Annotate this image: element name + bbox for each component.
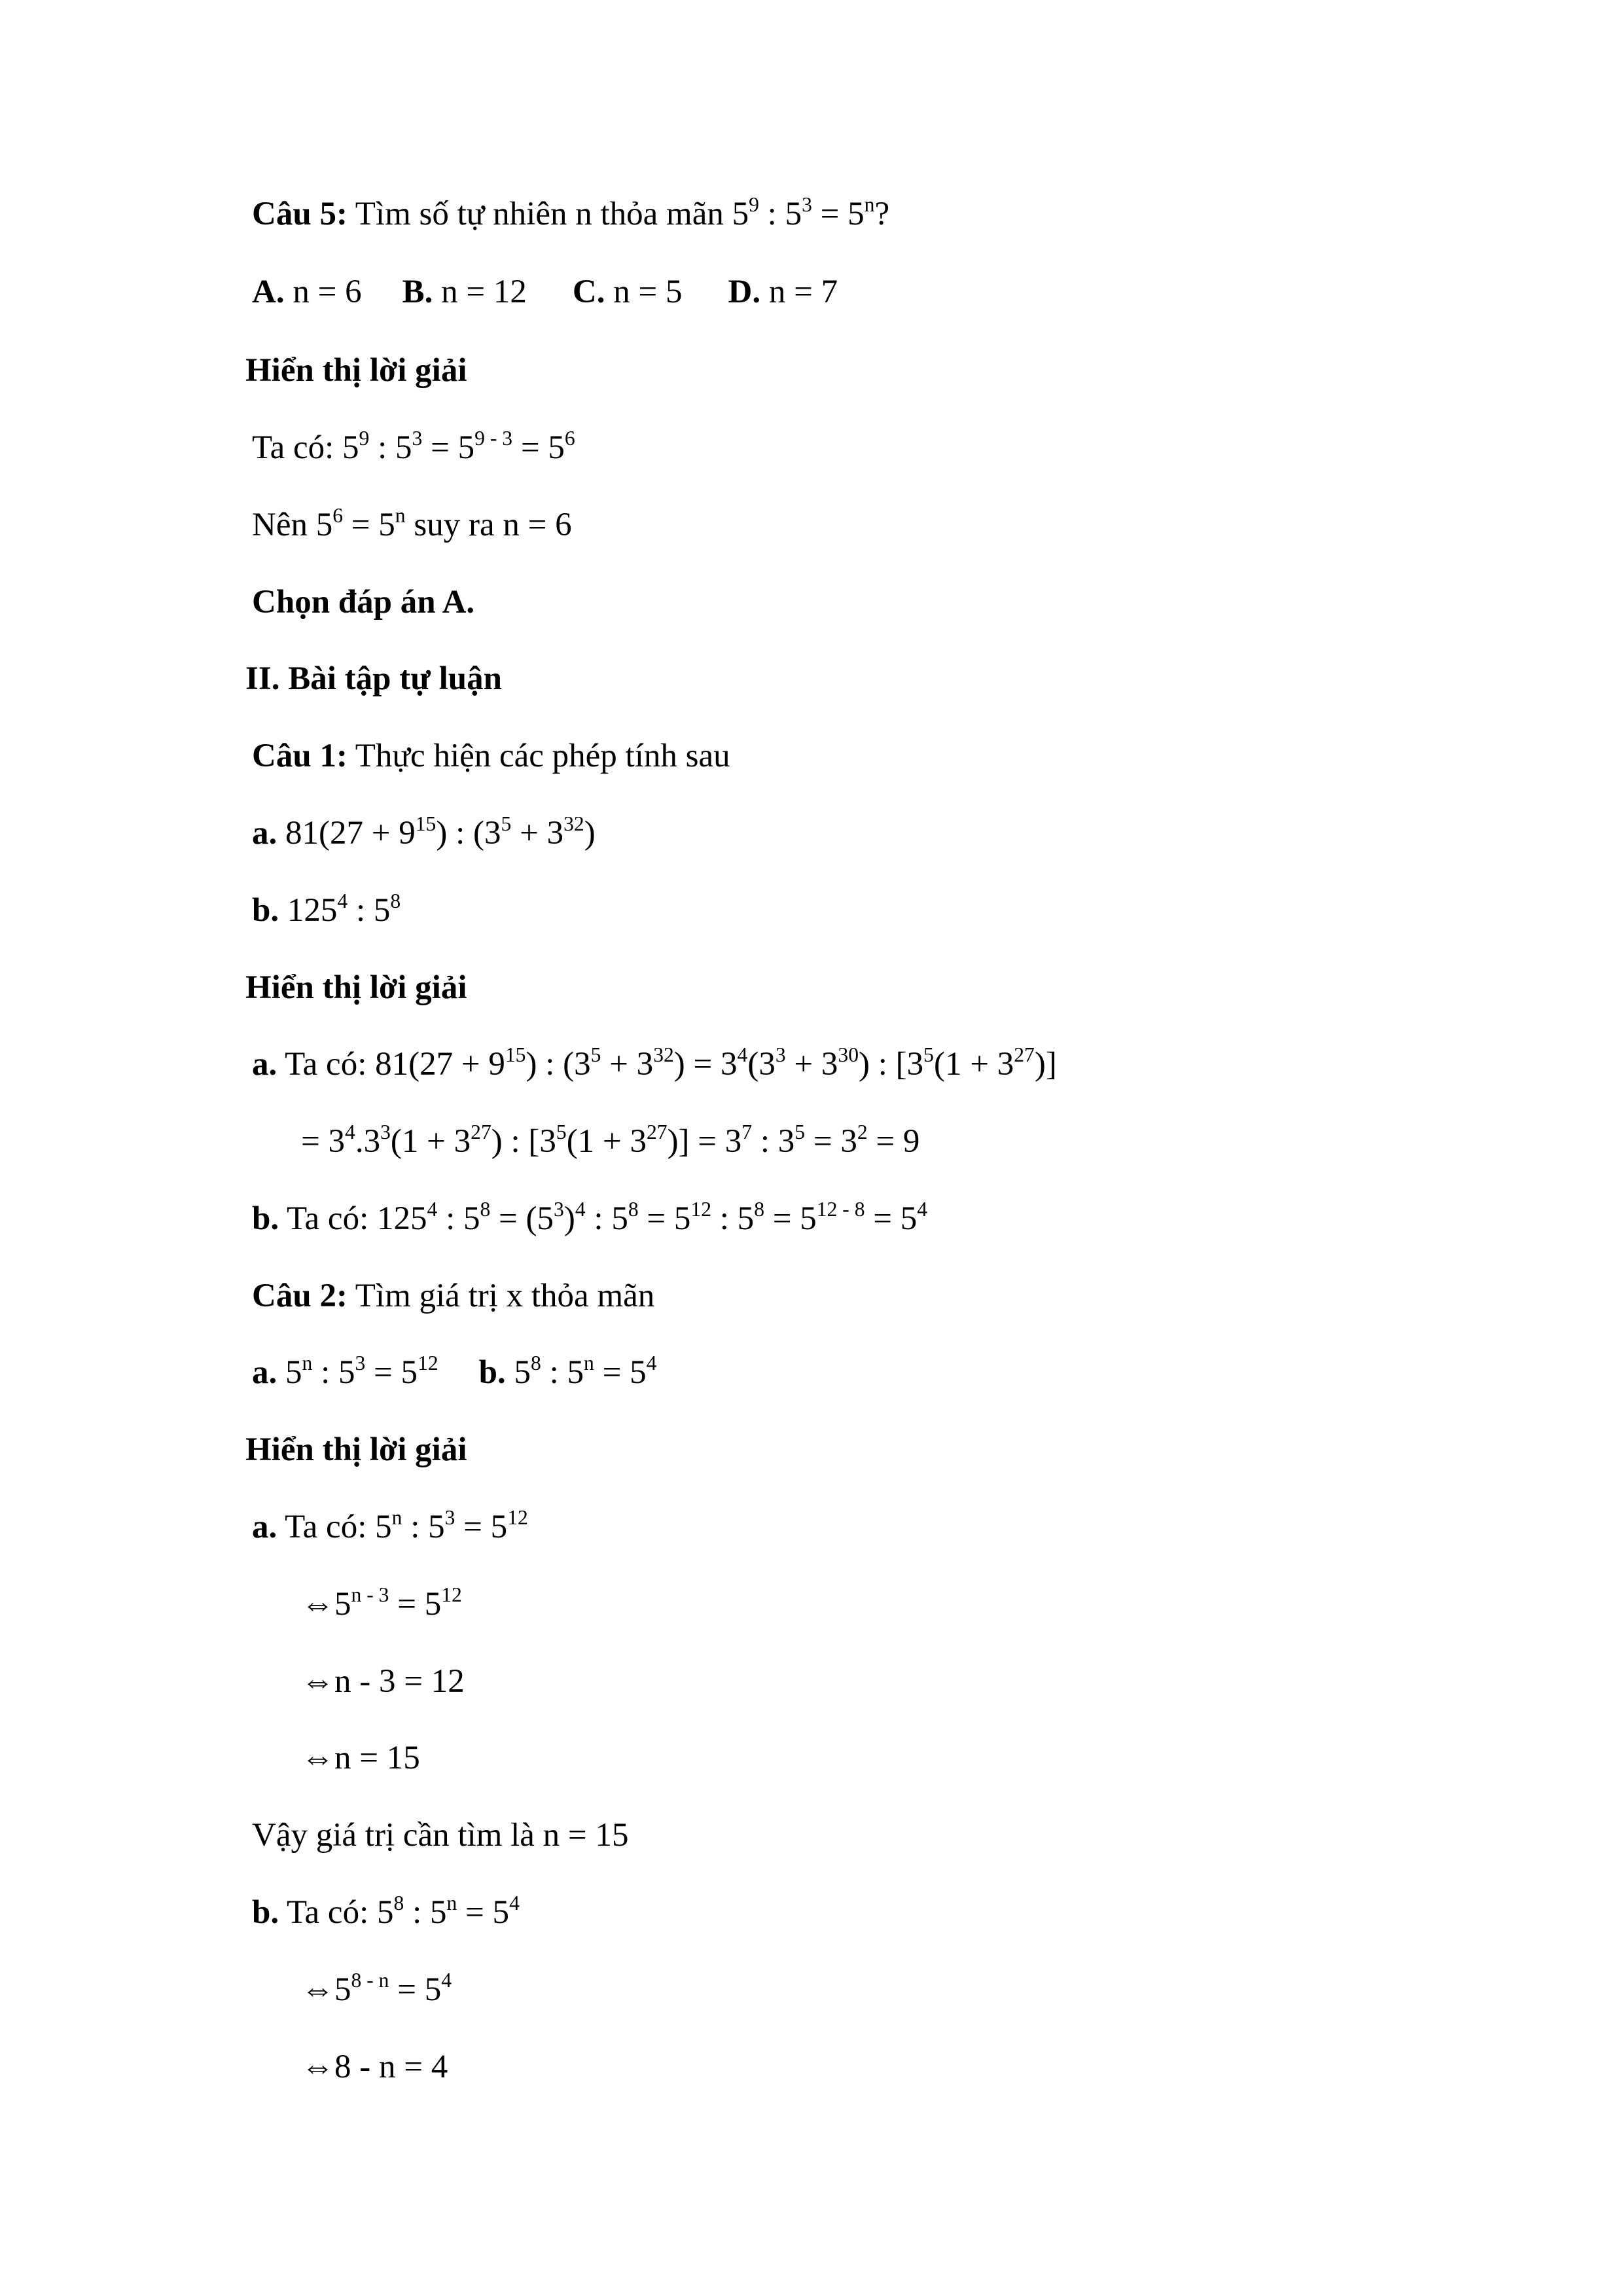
show-solution-link[interactable]: Hiển thị lời giải	[245, 1431, 467, 1468]
exponent: 2	[857, 1121, 868, 1144]
exponent: 27	[1014, 1043, 1035, 1067]
solution-step: ⇔n - 3 = 12	[301, 1663, 465, 1700]
exponent: 15	[415, 812, 437, 836]
parts-ab: a. 5$^n$ : $5^3 = 5^{12}$ b. $5^8$ : $5^n = 5^4$	[252, 1352, 657, 1391]
solution-conclusion: Vậy giá trị cần tìm là n = 15	[252, 1817, 629, 1854]
exponent: 3	[355, 1352, 366, 1375]
exponent: 4	[509, 1892, 520, 1915]
solution-line: = $3^4.3^3(1 + 3^{27})$ : $[3^5(1 + 3^{27})] = 3^7$ : $3^5 = 3^2 = 9$	[301, 1121, 920, 1160]
exponent: 15	[505, 1043, 526, 1067]
exponent: n	[584, 1352, 594, 1375]
question-label: Câu 2:	[252, 1278, 348, 1314]
exponent: 9 - 3	[474, 427, 513, 450]
exponent: 3	[775, 1043, 786, 1067]
solution-step: $\Leftrightarrow 5^{n - 3} = 5^{12}$	[301, 1583, 462, 1623]
question-label: Câu 5:	[252, 196, 348, 232]
exponent: 12 - 8	[816, 1198, 865, 1221]
exponent: 5	[556, 1121, 567, 1144]
exponent: 8	[390, 889, 401, 913]
exponent: 8	[393, 1892, 404, 1915]
exponent: 6	[332, 504, 344, 528]
exponent: 3	[802, 193, 812, 217]
option-d: D. n = 7	[728, 274, 838, 310]
exponent: 9	[749, 193, 759, 217]
exponent: 4	[345, 1121, 355, 1144]
exponent: 5	[923, 1043, 934, 1067]
question-5	[252, 193, 890, 232]
exponent: 27	[471, 1121, 491, 1144]
exponent: 3	[444, 1506, 455, 1530]
exponent: 6	[564, 427, 575, 450]
solution-line: b. Ta có: $5^8$ : $5^n = 5^4$	[252, 1892, 520, 1931]
solution-step: ⇔n = 15	[301, 1740, 420, 1776]
answer-options	[252, 276, 838, 309]
question-1: Câu 1: Thực hiện các phép tính sau	[252, 738, 730, 774]
exponent: n	[391, 1506, 402, 1530]
solution-step: $\Leftrightarrow 5^{8 - n} = 5^4$	[301, 1969, 452, 2008]
question-label: Câu 1:	[252, 738, 348, 774]
exponent: 8	[531, 1352, 541, 1375]
exponent: 4	[917, 1198, 928, 1221]
exponent: n	[864, 193, 875, 217]
exponent: 4	[575, 1198, 586, 1221]
solution-line: Ta có: $5^9$ : $5^3 = 5^{9 - 3} = 5^6$	[252, 427, 575, 466]
exponent: 9	[359, 427, 370, 450]
exponent: n	[302, 1352, 313, 1375]
solution-step: ⇔8 - n = 4	[301, 2049, 448, 2085]
exponent: 32	[563, 812, 584, 836]
show-solution-link[interactable]: Hiển thị lời giải	[245, 352, 467, 389]
solution-line: a. Ta có: $81(27 + 9^{15})$ : $(3^5 + 3^{32}) = 3^4(3^3 + 3^{30})$ : $[3^5(1 + 3^{27})]$	[252, 1043, 1057, 1083]
chosen-answer: Chọn đáp án A.	[252, 584, 475, 620]
solution-line: b. Ta có: $125^4$ : $5^8 = (5^3)^4$ : $5^8 = 5^{12}$ : $5^8 = 5^{12 - 8} = 5^4$	[252, 1198, 928, 1237]
exponent: 3	[380, 1121, 391, 1144]
part-b: b. $125^4$ : $5^8$	[252, 889, 401, 929]
option-c: C. n = 5	[572, 274, 683, 310]
exponent: 4	[441, 1969, 452, 1992]
exponent: 4	[427, 1198, 438, 1221]
question-2: Câu 2: Tìm giá trị x thỏa mãn	[252, 1278, 655, 1314]
section-title: II. Bài tập tự luận	[245, 660, 502, 697]
exponent: 12	[418, 1352, 438, 1375]
exponent: 4	[337, 889, 348, 913]
exponent: 30	[838, 1043, 859, 1067]
exponent: 8 - n	[351, 1969, 389, 1992]
exponent: 8	[480, 1198, 491, 1221]
exponent: n	[395, 504, 406, 528]
question-text: Tìm số tự nhiên n thỏa mãn $5^9$ : $5^3 = 5^n$?	[347, 193, 890, 232]
solution-line: Nên $5^6 = 5^n$ suy ra n = 6	[252, 504, 572, 543]
exponent: 7	[741, 1121, 753, 1144]
exponent: 5	[501, 812, 512, 836]
exponent: n	[446, 1892, 457, 1915]
exponent: 12	[507, 1506, 528, 1530]
exponent: 27	[646, 1121, 668, 1144]
show-solution-link[interactable]: Hiển thị lời giải	[245, 969, 467, 1006]
option-b: B. n = 12	[402, 274, 527, 310]
exponent: 3	[554, 1198, 564, 1221]
exponent: 4	[737, 1043, 748, 1067]
option-a: A. n = 6	[252, 274, 362, 310]
part-a: a. $81(27 + 9^{15})$ : $(3^5 + 3^{32})$	[252, 812, 596, 852]
exponent: 8	[628, 1198, 639, 1221]
exponent: 12	[690, 1198, 712, 1221]
exponent: 12	[441, 1583, 462, 1607]
exponent: 5	[590, 1043, 601, 1067]
exponent: 8	[754, 1198, 764, 1221]
solution-line: a. Ta có: 5$^n$ : $5^3 = 5^{12}$	[252, 1506, 528, 1545]
exponent: n - 3	[351, 1583, 389, 1607]
exponent: 32	[653, 1043, 674, 1067]
exponent: 4	[646, 1352, 657, 1375]
exponent: 3	[412, 427, 423, 450]
exponent: 5	[794, 1121, 806, 1144]
